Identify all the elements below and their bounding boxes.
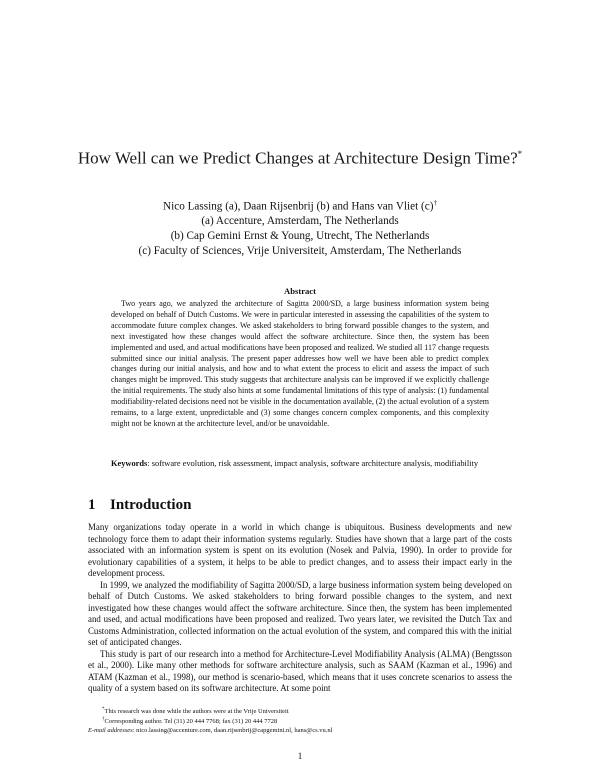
abstract-heading: Abstract: [284, 286, 316, 296]
footnote-1-marker: *: [102, 707, 105, 712]
section-heading: [88, 497, 191, 514]
keywords: [111, 458, 489, 469]
footnote-2-text: Corresponding author. Tel (31) 20 444 7768; fax (31) 20 444 7728: [104, 718, 278, 726]
email-line: [88, 727, 512, 735]
footnote-2-marker: †: [102, 717, 105, 723]
title-footnote-marker: *: [517, 149, 523, 159]
keywords-text: : software evolution, risk assessment, impact analysis, software architecture analysis, modifiability: [147, 459, 479, 468]
abstract-text: Two years ago, we analyzed the architecture of Sagitta 2000/SD, a large business information system being developed on behalf of Dutch Customs. We were in particular interested in assessing the capabilities of the system to accommodate future complex changes. We asked stakeholders to bring forward possible changes to the system, and next investigated how these changes would affect the software architecture. Since then, the system has been implemented and used, and actual modifications have been proposed and realized. We studied all 117 change requests submitted since our initial analysis. The present paper addresses how well we have been able to predict complex changes during our initial analysis, and how and to what extent the process to elicit and assess the impact of such changes might be improved. This study suggests that architecture analysis can be improved if we explicitly challenge the initial requirements. The study also hints at some fundamental limitations of this type of analysis: (1) fundamental modifiability-related decisions need not be visible in the documentation available, (2) the actual evolution of a system remains, to a large extent, unpredictable and (3) some changes concern complex components, and this complexity might not be known at the architecture level, and/or be unavoidable.: [111, 299, 489, 428]
footnote-1-text: This research was done while the authors were at the Vrije Universiteit: [104, 708, 289, 716]
paragraph: In 1999, we analyzed the modifiability of Sagitta 2000/SD, a large business information system being developed on behalf of Dutch Customs. We asked stakeholders to bring forward possible changes to the system, and next investigated how these changes would affect the software architecture. Since then, the system has been implemented and used, and actual modifications have been proposed and realized. Two years later, we revisited the Dutch Tax and Customs Administration, collected information on the actual evolution of the system, and compared this with the initial set of anticipated changes.: [88, 579, 512, 647]
affiliation-c: (c) Faculty of Sciences, Vrije Universiteit, Amsterdam, The Netherlands: [138, 244, 462, 257]
affiliation-a: (a) Accenture, Amsterdam, The Netherlands: [201, 215, 399, 228]
paragraph: Many organizations today operate in a world in which change is ubiquitous. Business developments and new technology force them to adapt their information systems regularly. Studies have shown that a large part of the costs associated with an information system is spent on its evolution (Nosek and Palvia, 1990). In order to provide for evolutionary capabilities of a system, it helps to be able to predict changes, and to assess their impact early in the development process.: [88, 522, 512, 578]
page-number: 1: [297, 751, 303, 761]
paragraph: This study is part of our research into a method for Architecture-Level Modifiability Analysis (ALMA) (Bengtsson et al., 2000). Like many other methods for software architecture analysis, such as SAAM (Kazman et al., 1996) and ATAM (Kazman et al., 1998), our method is scenario-based, which means that it uses concrete scenarios to assess the quality of a system based on its software architecture. At some point: [88, 648, 512, 693]
email-text: : nico.lassing@accenture.com, daan.rijsenbrij@capgemini.nl, hans@cs.vu.nl: [132, 726, 333, 734]
section-title: Introduction: [110, 497, 192, 513]
keywords-label: Keywords: [111, 459, 148, 468]
author-names: [60, 196, 540, 214]
footnote-1: [88, 706, 512, 716]
email-label: E-mail addresses: [88, 726, 133, 734]
abstract-body: [111, 299, 489, 430]
body-text: [88, 522, 512, 695]
paper-title: [60, 143, 540, 170]
section-number: 1: [88, 497, 96, 513]
author-footnote-marker: †: [433, 199, 437, 207]
author-block: [60, 196, 540, 258]
affiliation-b: (b) Cap Gemini Ernst & Young, Utrecht, The Netherlands: [170, 229, 430, 242]
author-names-text: Nico Lassing (a), Daan Rijsenbrij (b) and Hans van Vliet (c): [163, 200, 434, 213]
title-text: How Well can we Predict Changes at Architecture Design Time?: [77, 148, 518, 168]
footnote-2: [88, 716, 512, 726]
footnotes: [88, 706, 512, 735]
